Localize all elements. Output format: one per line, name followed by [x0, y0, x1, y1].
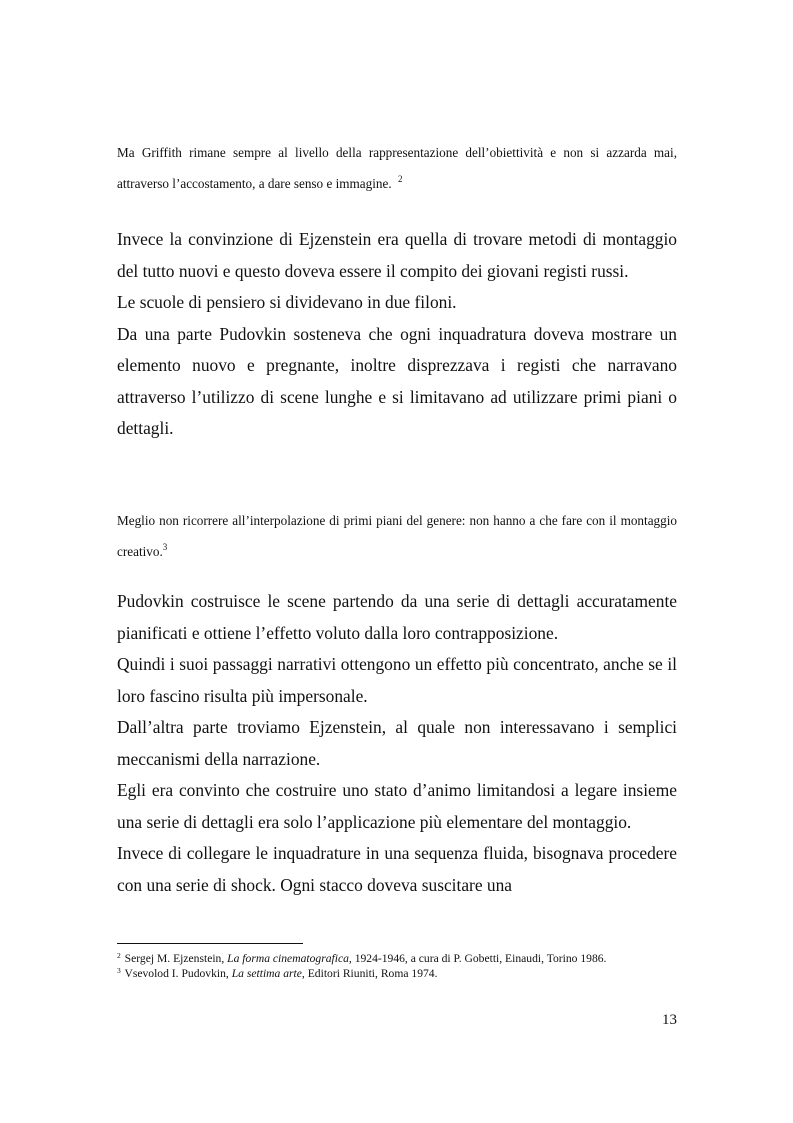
paragraph: Invece la convinzione di Ejzenstein era quella di trovare metodi di montaggio del tutto nuovi e questo doveva essere il compito dei giovani registi russi.	[117, 229, 677, 281]
body-section-2	[117, 586, 677, 901]
paragraph: Egli era convinto che costruire uno stato d’animo limitandosi a legare insieme una serie di dettagli era solo l’applicazione più elementare del montaggio.	[117, 780, 677, 832]
block-quote-griffith	[117, 137, 677, 199]
footnote-item	[117, 966, 697, 981]
paragraph: Le scuole di pensiero si dividevano in due filoni.	[117, 292, 457, 312]
paragraph: Quindi i suoi passaggi narrativi ottengono un effetto più concentrato, anche se il loro fascino risulta più impersonale.	[117, 654, 677, 706]
block-quote-pudovkin	[117, 505, 677, 567]
quote-text	[117, 505, 677, 567]
footnote-author: Vsevolod I. Pudovkin,	[124, 967, 232, 980]
footnote-number: 2	[117, 951, 121, 960]
footnote-item	[117, 951, 697, 966]
paragraph: Da una parte Pudovkin sosteneva che ogni inquadratura doveva mostrare un elemento nuovo e pregnante, inoltre disprezzava i registi che narravano attraverso l’utilizzo di scene lunghe e si limitavano ad utilizzare primi piani o dettagli.	[117, 323, 677, 438]
quote-body: Ma Griffith rimane sempre al livello della rappresentazione dell’obiettività e non si azzarda mai, attraverso l’accostamento, a dare senso e immagine.	[117, 145, 677, 191]
footnote-divider	[117, 943, 303, 944]
quote-body: Meglio non ricorrere all’interpolazione di primi piani del genere: non hanno a che fare con il montaggio creativo.	[117, 513, 677, 559]
footnote-title: La settima arte	[231, 967, 302, 980]
footnote-number: 3	[117, 966, 121, 975]
page-number: 13	[662, 1012, 677, 1028]
footnote-ref: 2	[397, 174, 403, 184]
footnote-title: La forma cinematografica	[227, 952, 349, 965]
paragraph: Invece di collegare le inquadrature in una sequenza fluida, bisognava procedere con una serie di shock. Ogni stacco doveva suscitare una	[117, 843, 677, 895]
footnote-details: , Editori Riuniti, Roma 1974.	[301, 967, 438, 980]
paragraph: Pudovkin costruisce le scene partendo da una serie di dettagli accuratamente pianificati e ottiene l’effetto voluto dalla loro contrapposizione.	[117, 591, 677, 643]
body-section-1	[117, 224, 677, 445]
footnote-author: Sergej M. Ejzenstein,	[124, 952, 228, 965]
footnote-details: , 1924-1946, a cura di P. Gobetti, Einaudi, Torino 1986.	[348, 952, 607, 965]
footnote-ref: 3	[162, 542, 168, 552]
footnotes	[117, 951, 697, 981]
paragraph: Dall’altra parte troviamo Ejzenstein, al quale non interessavano i semplici meccanismi della narrazione.	[117, 717, 677, 769]
quote-text	[117, 137, 677, 199]
